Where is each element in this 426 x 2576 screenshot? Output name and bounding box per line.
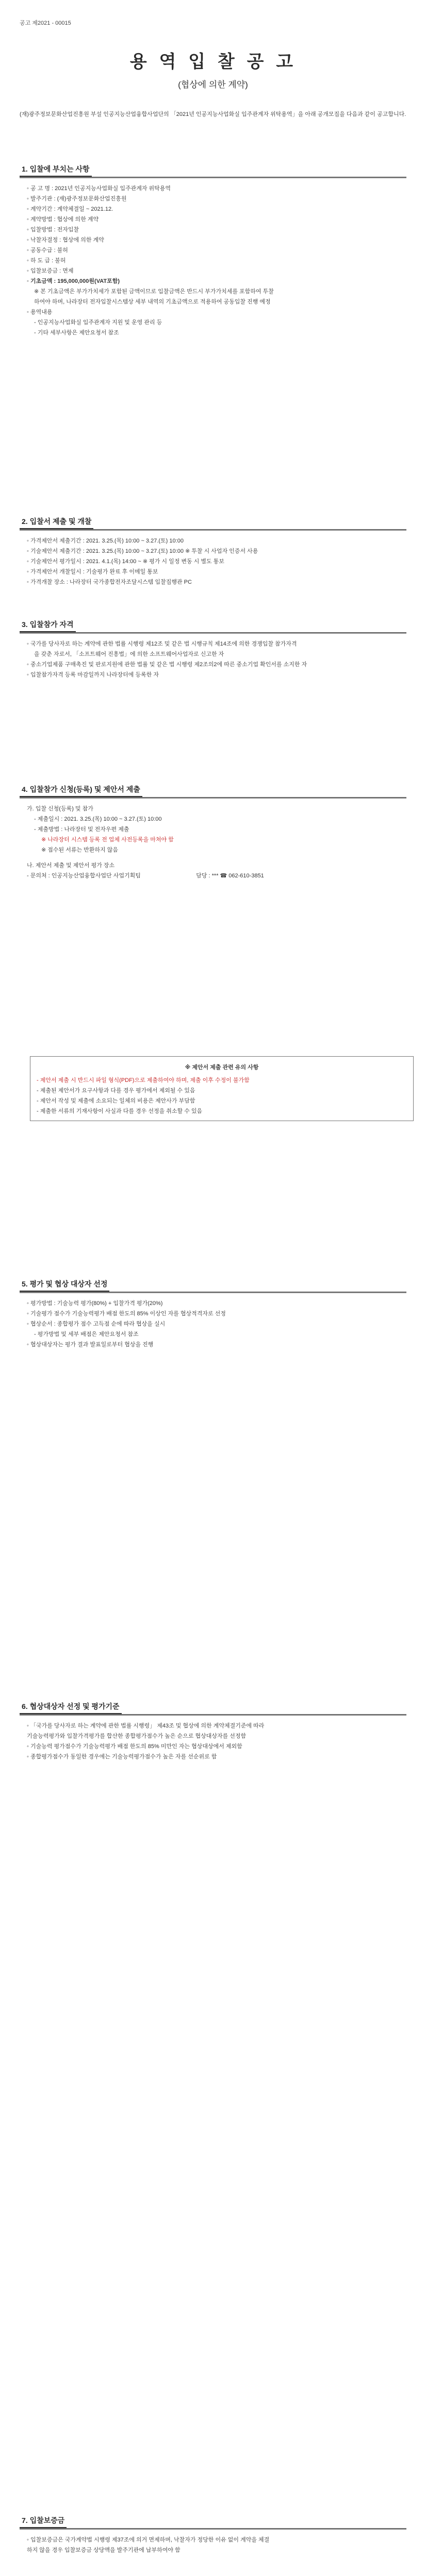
section-divider [20,797,406,799]
list-item: ◦ 가격제안서 제출기간 : 2021. 3.25.(목) 10:00 ~ 3.27.(토) 10:00 [27,538,184,544]
section-title: 5. 평가 및 협상 대상자 선정 [20,1278,109,1292]
list-item: 하여야 하며, 나라장터 전자입찰시스템상 세부 내역의 기초금액으로 적용하여 공동입찰 진행 예정 [34,299,271,305]
list-item: ◦ 하 도 급 : 불허 [27,258,66,264]
contact-row [20,860,406,871]
section-3 [20,618,406,680]
section-title: 7. 입찰보증금 [20,2514,67,2528]
list-item: ※ 본 기초금액은 부가가치세가 포함된 금액이므로 입찰금액은 반드시 부가가치세를 포함하여 투찰 [34,289,274,295]
list-item: - 인공지능사업화실 입주관계자 지원 및 운영 관리 등 [34,319,162,326]
list-item: 하지 않을 경우 입찰보증금 상당액을 발주기관에 납부하여야 함 [27,2547,181,2553]
section-title: 3. 입찰참가 자격 [20,618,76,632]
list-item: ◦ 기술제안서 제출기간 : 2021. 3.25.(목) 10:00 ~ 3.27.(토) 10:00 ※ 투찰 시 사업자 인증서 사용 [27,548,258,554]
section-5 [20,1278,406,1350]
list-item: ◦ 공동수급 : 불허 [27,247,68,253]
list-item: ◦ 낙찰자결정 : 협상에 의한 계약 [27,237,104,243]
contact-value [196,860,406,871]
list-item: - 제안서 작성 및 제출에 소요되는 일체의 비용은 제안사가 부담함 [37,1098,195,1104]
list-item: ◦ 가격개찰 장소 : 나라장터 국가종합전자조달시스템 입찰집행관 PC [27,579,192,585]
section-4 [20,783,406,881]
section-1 [20,163,406,338]
list-item: 기술능력평가와 입찰가격평가를 합산한 종합평가점수가 높은 순으로 협상대상자를 선정함 [27,1733,247,1739]
list-item: ◦ 입찰보증금은 국가계약법 시행령 제37조에 의거 면제하며, 낙찰자가 정당한 이유 없이 계약을 체결 [27,2537,270,2543]
section-6 [20,1700,406,1762]
box-heading: ※ 제안서 제출 관련 유의 사항 [185,1064,259,1071]
list-item: ◦ 종합평가점수가 동일한 경우에는 기술능력평가점수가 높은 자를 선순위로 함 [27,1754,217,1760]
section-divider [20,1714,406,1716]
notice-box [30,1056,414,1121]
list-item: ◦ 용역내용 [27,309,53,315]
section-title: 1. 입찰에 부치는 사항 [20,163,92,177]
section-title: 2. 입찰서 제출 및 개찰 [20,515,93,529]
list-item: - 기타 세부사항은 제안요청서 참조 [34,330,119,336]
list-item: ◦ 중소기업제품 구매촉진 및 판로지원에 관한 법률 및 같은 법 시행령 제2조의2에 따른 중소기업 확인서를 소지한 자 [27,662,307,668]
list-item: ◦ 가격제안서 개찰일시 : 기술평가 완료 후 이메일 통보 [27,569,158,575]
list-item: - 제출방법 : 나라장터 및 전자우편 제출 [34,826,129,833]
section-7 [20,2514,406,2555]
contact-label: 나. 제안서 제출 및 제안서 평가 장소 [27,862,115,869]
list-item: ◦ 평가방법 : 기술능력 평가(80%) + 입찰가격 평가(20%) [27,1300,163,1307]
contact-label: - 문의처 : 인공지능산업융합사업단 사업기획팀 [27,873,141,879]
list-item: 을 갖춘 자로서, 「소프트웨어 진흥법」에 의한 소프트웨어사업자로 신고한 자 [34,651,224,657]
list-item: ※ 나라장터 시스템 등록 전 업체 사전등록을 마쳐야 함 [41,837,174,843]
section-title: 6. 협상대상자 선정 및 평가기준 [20,1700,122,1714]
page-subtitle: (협상에 의한 계약) [178,80,248,90]
section-divider [20,2528,406,2530]
list-item: ◦ 협상순서 : 종합평가 점수 고득점 순에 따라 협상을 실시 [27,1321,166,1327]
list-item: - 제출한 서류의 기재사항이 사실과 다를 경우 선정을 취소할 수 있음 [37,1108,203,1114]
section-title: 4. 입찰참가 신청(등록) 및 제안서 제출 [20,783,142,797]
list-item: 가. 입찰 신청(등록) 및 참가 [27,806,93,812]
list-item: ◦ 「국가를 당사자로 하는 계약에 관한 법률 시행령」 제43조 및 협상에 의한 계약체결기준에 따라 [27,1723,265,1729]
list-item: - 평가방법 및 세부 배점은 제안요청서 참조 [34,1331,139,1337]
section-2 [20,515,406,587]
list-item: ◦ 협상대상자는 평가 결과 발표일로부터 협상을 진행 [27,1342,154,1348]
list-item: ◦ 계약방법 : 협상에 의한 계약 [27,216,99,223]
list-item: ◦ 입찰보증금 : 면제 [27,268,74,274]
list-item: ◦ 기술제안서 평가일시 : 2021. 4.1.(목) 14:00 ~ ※ 평가 시 일정 변동 시 별도 통보 [27,558,224,565]
section-divider [20,1292,406,1293]
list-item: ◦ 계약기간 : 계약체결일 ~ 2021.12. [27,206,113,212]
list-item: ◦ 발주기관 : (재)광주정보문화산업진흥원 [27,196,127,202]
contact-row [20,871,406,881]
list-item: ◦ 국가를 당사자로 하는 계약에 관한 법률 시행령 제12조 및 같은 법 시행규칙 제14조에 의한 경쟁입찰 참가자격 [27,641,297,647]
page-title: 용 역 입 찰 공 고 [129,52,297,72]
intro-paragraph: (재)광주정보문화산업진흥원 부설 인공지능산업융합사업단의 「2021년 인공지능사업화실 입주관계자 위탁용역」을 아래 공개모집을 다음과 같이 공고합니다. [20,111,406,117]
list-item: ◦ 기술평가 점수가 기술능력평가 배점 한도의 85% 이상인 자를 협상적격자로 선정 [27,1311,226,1317]
list-item: - 제안서 제출 시 반드시 파일 형식(PDF)으로 제출하여야 하며, 제출 이후 수정이 불가함 [37,1077,250,1083]
section-divider [20,177,406,178]
notice-number: 공고 제2021 - 00015 [20,20,71,26]
list-item: ◦ 입찰방법 : 전자입찰 [27,227,79,233]
list-item: - 제출일시 : 2021. 3.25.(목) 10:00 ~ 3.27.(토) 10:00 [34,816,162,822]
section-divider [20,529,406,531]
contact-value: 담당 : *** ☎ 062-610-3851 [196,873,264,879]
list-item: ◦ 기초금액 : 195,000,000원(VAT포함) [27,278,120,284]
list-item: ◦ 기술능력 평가점수가 기술능력평가 배점 한도의 85% 미만인 자는 협상대상에서 제외함 [27,1743,242,1750]
section-divider [20,632,406,634]
list-item: ◦ 입찰참가자격 등록 마감일까지 나라장터에 등록한 자 [27,672,159,678]
list-item: - 제출된 제안서가 요구사항과 다를 경우 평가에서 제외될 수 있음 [37,1088,195,1094]
list-item: ◦ 공 고 명 : 2021년 인공지능사업화실 입주관계자 위탁용역 [27,185,171,192]
list-item: ※ 접수된 서류는 반환하지 않음 [41,847,118,853]
